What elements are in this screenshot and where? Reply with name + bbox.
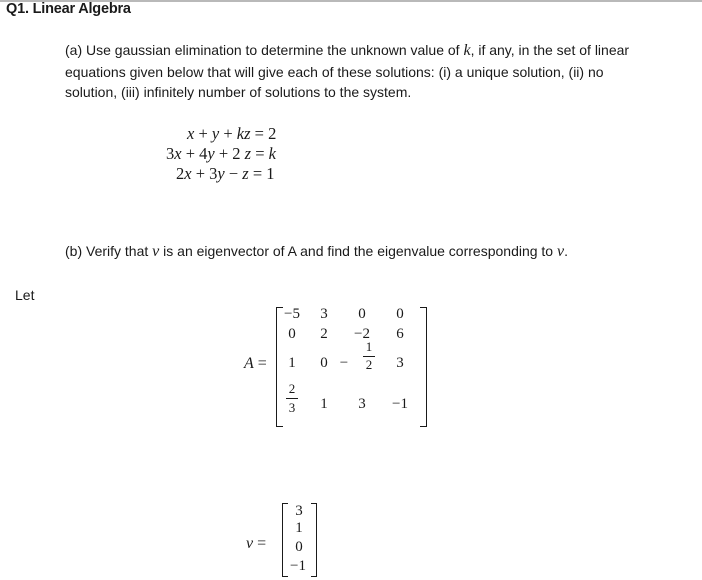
matrix-a-cell: −5: [284, 306, 300, 322]
fraction-numerator: 1: [365, 339, 373, 354]
let-label: Let: [15, 287, 35, 303]
matrix-a-cell: 0: [358, 306, 366, 322]
equation-2: 3x + 4y + 2 z = k: [166, 144, 276, 163]
part-a-intro: (a) Use gaussian elimination to determine the unknown value of: [65, 42, 464, 58]
part-a-text: [65, 40, 655, 103]
matrix-a-cell: 0: [396, 306, 404, 322]
vector-v-label: v =: [246, 535, 267, 552]
matrix-a-cell: 2: [320, 326, 328, 342]
vector-v-entry: −1: [290, 558, 306, 574]
fraction-denominator: 3: [288, 400, 296, 415]
vector-v-entry: 0: [295, 539, 303, 555]
matrix-a-cell: 0: [288, 326, 296, 342]
question-title: Q1. Linear Algebra: [6, 1, 131, 17]
matrix-a-cell: 3: [358, 396, 366, 412]
matrix-a-label: A =: [244, 355, 267, 372]
part-b-text: (b) Verify that v is an eigenvector of A and find the eigenvalue corresponding to v.: [65, 243, 568, 260]
vector-v-entry: 3: [295, 503, 303, 519]
matrix-a-cell: 3: [396, 355, 404, 371]
matrix-a-cell: 0: [320, 355, 328, 371]
fraction-denominator: 2: [365, 357, 373, 372]
matrix-a-cell: 6: [396, 326, 404, 342]
matrix-a-cell: −2: [354, 326, 370, 342]
matrix-a-cell: −1: [392, 396, 408, 412]
matrix-a-right-bracket: [420, 307, 427, 427]
equation-3: 2x + 3y − z = 1: [176, 164, 275, 183]
fraction-numerator: 2: [288, 381, 296, 396]
part-a-rest: , if any, in the set of linear equations given below that will give each of these solutions: (i) a unique solution, (ii) no solution, (iii) infinitely number of solutions to the system.: [65, 42, 630, 100]
matrix-a-cell: 1: [288, 355, 296, 371]
fraction-sign: −: [339, 355, 349, 371]
part-a-k: k: [463, 42, 471, 59]
vector-v-entry: 1: [295, 520, 303, 536]
matrix-a-cell: 3: [320, 306, 328, 322]
matrix-a-cell: 1: [320, 396, 328, 412]
equation-1: x + y + kz = 2: [187, 124, 277, 143]
fraction-bar: [286, 398, 298, 399]
